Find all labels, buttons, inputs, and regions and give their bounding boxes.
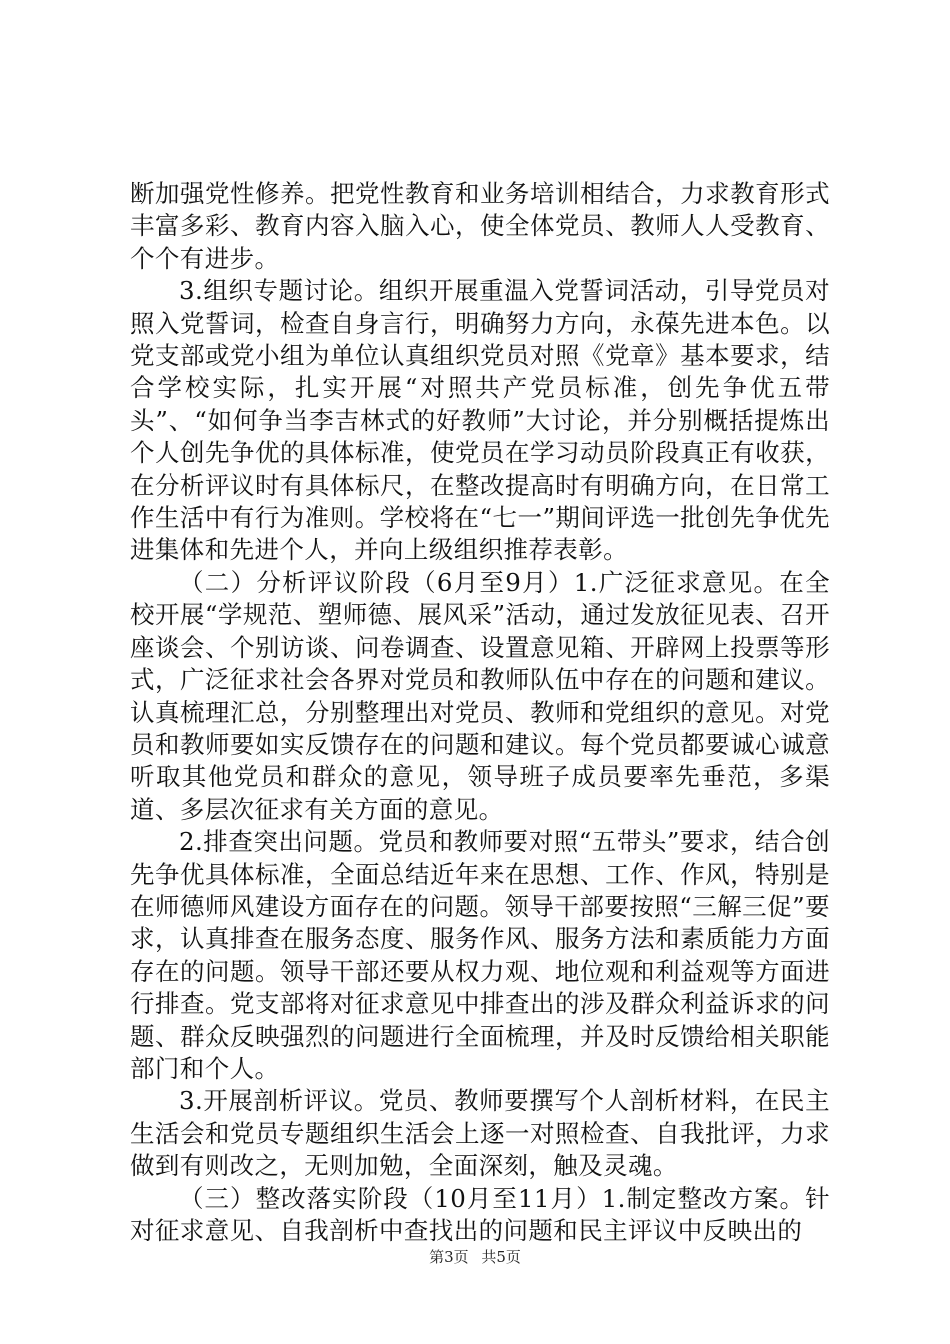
page-total: 共5页	[481, 1248, 521, 1266]
paragraph-analysis-stage: （二）分析评议阶段（6月至9月）1.广泛征求意见。在全校开展“学规范、塑师德、展风采”活动，通过发放征见表、召开座谈会、个别访谈、问卷调查、设置意见箱、开辟网上投票等形式，广泛征求社会各界对党员和教师队伍中存在的问题和建议。认真梳理汇总，分别整理出对党员、教师和党组织的意见。对党员和教师要如实反馈存在的问题和建议。每个党员都要诚心诚意听取其他党员和群众的意见，领导班子成员要率先垂范，多渠道、多层次征求有关方面的意见。	[130, 567, 830, 824]
paragraph-rectification-stage: （三）整改落实阶段（10月至11月）1.制定整改方案。针对征求意见、自我剖析中查找出的问题和民主评议中反映出的	[130, 1183, 830, 1245]
page-footer	[0, 1247, 950, 1267]
paragraph-continued: 断加强党性修养。把党性教育和业务培训相结合，力求教育形式丰富多彩、教育内容入脑入心，使全体党员、教师人人受教育、个个有进步。	[130, 179, 830, 273]
paragraph-self-review: 3.开展剖析评议。党员、教师要撰写个人剖析材料，在民主生活会和党员专题组织生活会上逐一对照检查、自我批评，力求做到有则改之，无则加勉，全面深刻，触及灵魂。	[130, 1086, 830, 1181]
paragraph-problem-check: 2.排查突出问题。党员和教师要对照“五带头”要求，结合创先争优具体标准，全面总结近年来在思想、工作、作风，特别是在师德师风建设方面存在的问题。领导干部要按照“三解三促”要求，认真排查在服务态度、服务作风、服务方法和素质能力方面存在的问题。领导干部还要从权力观、地位观和利益观等方面进行排查。党支部将对征求意见中排查出的涉及群众利益诉求的问题、群众反映强烈的问题进行全面梳理，并及时反馈给相关职能部门和个人。	[130, 827, 830, 1083]
document-body	[130, 178, 830, 1247]
page-number: 第3页	[429, 1248, 469, 1266]
paragraph-topic-discussion: 3.组织专题讨论。组织开展重温入党誓词活动，引导党员对照入党誓词，检查自身言行，明确努力方向，永葆先进本色。以党支部或党小组为单位认真组织党员对照《党章》基本要求，结合学校实际，扎实开展“对照共产党员标准，创先争优五带头”、“如何争当李吉林式的好教师”大讨论，并分别概括提炼出个人创先争优的具体标准，使党员在学习动员阶段真正有收获，在分析评议时有具体标尺，在整改提高时有明确方向，在日常工作生活中有行为准则。学校将在“七一”期间评选一批创先争优先进集体和先进个人，并向上级组织推荐表彰。	[130, 276, 830, 565]
